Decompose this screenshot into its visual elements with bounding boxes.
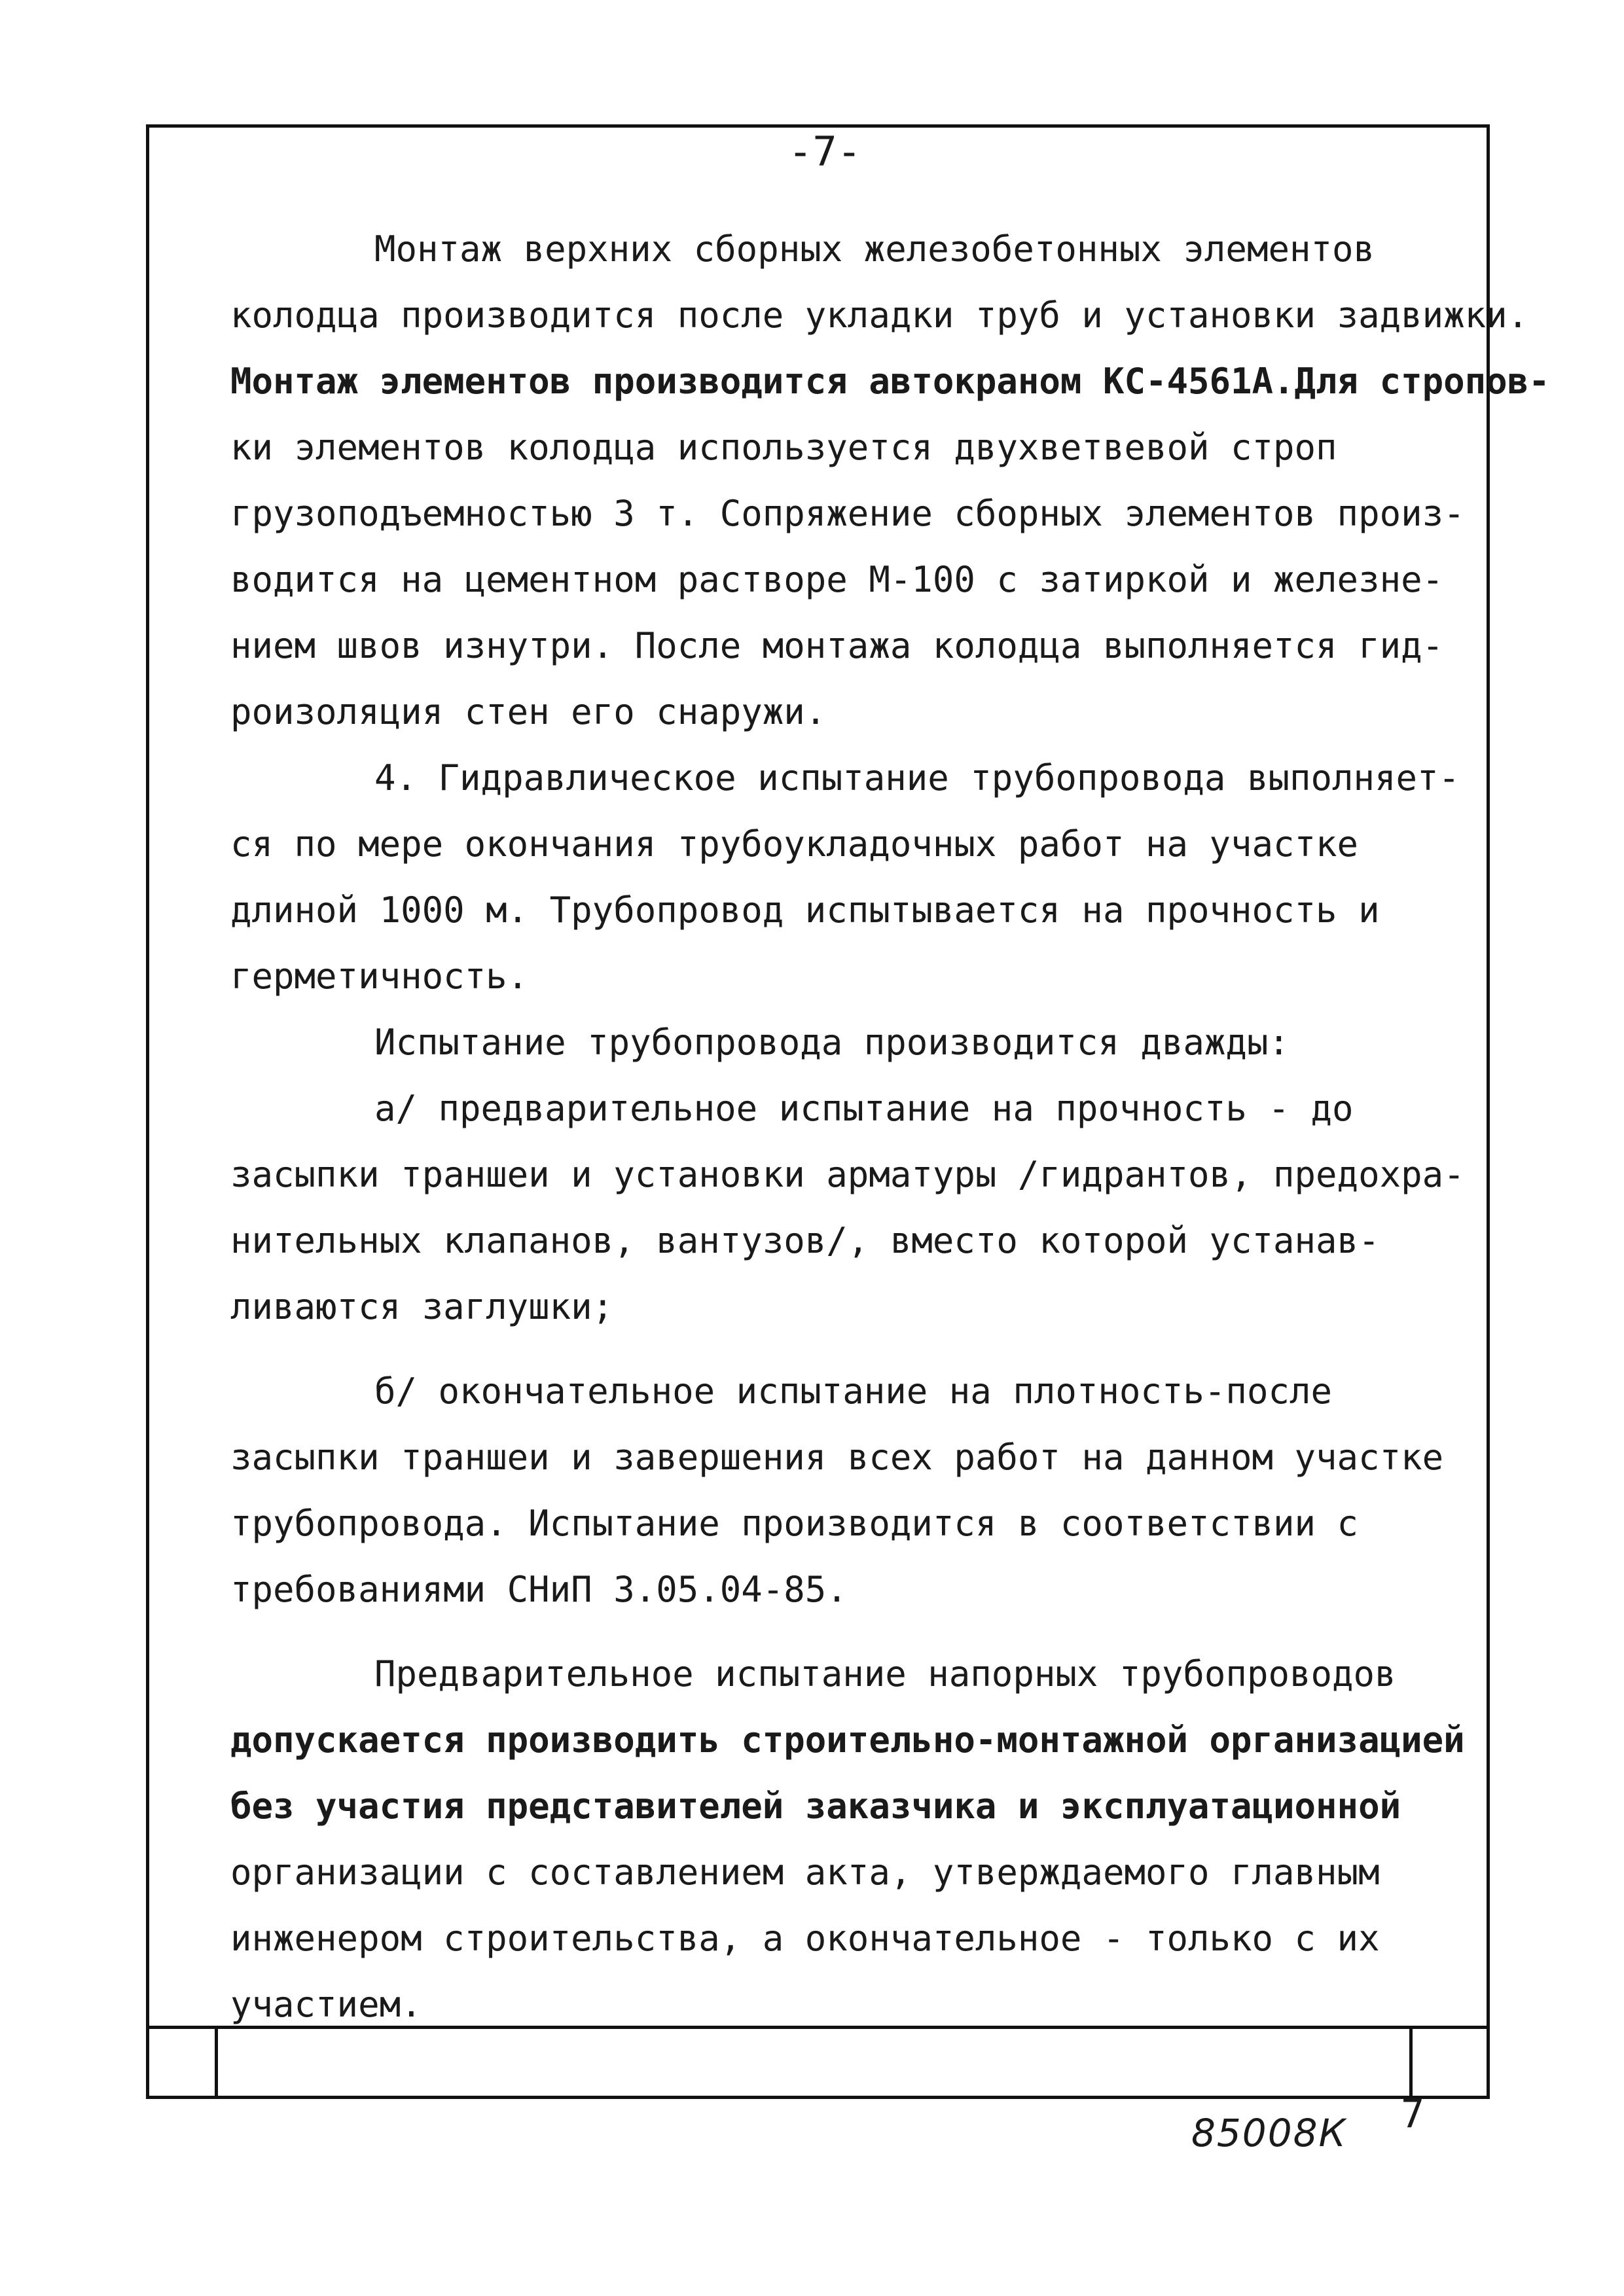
- text-line: б/ окончательное испытание на плотность-после: [374, 1371, 1332, 1412]
- text-line: нием швов изнутри. После монтажа колодца выполняется гид-: [230, 625, 1444, 666]
- text-line: колодца производится после укладки труб и установки задвижки.: [230, 295, 1529, 336]
- text-line: Испытание трубопровода производится дважды:: [374, 1022, 1290, 1063]
- title-block-divider-left: [215, 2029, 218, 2099]
- text-line: инженером строительства, а окончательное - только с их: [230, 1918, 1380, 1959]
- document-body: [230, 216, 1550, 2037]
- text-line: длиной 1000 м. Трубопровод испытывается на прочность и: [230, 889, 1380, 931]
- page-number-top: -7-: [788, 128, 861, 175]
- text-line: герметичность.: [230, 956, 529, 997]
- text-line: допускается производить строительно-монтажной организацией: [230, 1719, 1465, 1761]
- text-line: без участия представителей заказчика и эксплуатационной: [230, 1785, 1401, 1827]
- text-line: ливаются заглушки;: [230, 1286, 614, 1327]
- text-line: нительных клапанов, вантузов/, вместо которой устанав-: [230, 1220, 1380, 1261]
- text-line: а/ предварительное испытание на прочность - до: [374, 1088, 1354, 1129]
- sheet-number: 7: [1401, 2091, 1425, 2137]
- text-line: Монтаж элементов производится автокраном КС-4561А.Для стропов-: [230, 361, 1550, 402]
- document-code: 85008К: [1191, 2111, 1347, 2155]
- text-line: участием.: [230, 1984, 422, 2025]
- text-line: Монтаж верхних сборных железобетонных элементов: [374, 228, 1375, 270]
- text-line: требованиями СНиП 3.05.04-85.: [230, 1569, 848, 1610]
- text-line: засыпки траншеи и установки арматуры /гидрантов, предохра-: [230, 1154, 1465, 1195]
- text-line: засыпки траншеи и завершения всех работ на данном участке: [230, 1437, 1444, 1478]
- text-line: 4. Гидравлическое испытание трубопровода выполняет-: [374, 757, 1460, 798]
- text-line: трубопровода. Испытание производится в соответствии с: [230, 1503, 1359, 1544]
- text-line: Предварительное испытание напорных трубопроводов: [374, 1653, 1396, 1695]
- text-line: роизоляция стен его снаружи.: [230, 691, 827, 732]
- text-line: грузоподъемностью 3 т. Сопряжение сборных элементов произ-: [230, 493, 1465, 534]
- text-line: водится на цементном растворе М-100 с затиркой и железне-: [230, 559, 1444, 600]
- text-line: организации с составлением акта, утверждаемого главным: [230, 1852, 1380, 1893]
- title-block-divider-right: [1409, 2029, 1413, 2099]
- text-line: ки элементов колодца используется двухветвевой строп: [230, 427, 1337, 468]
- text-line: ся по мере окончания трубоукладочных работ на участке: [230, 823, 1359, 865]
